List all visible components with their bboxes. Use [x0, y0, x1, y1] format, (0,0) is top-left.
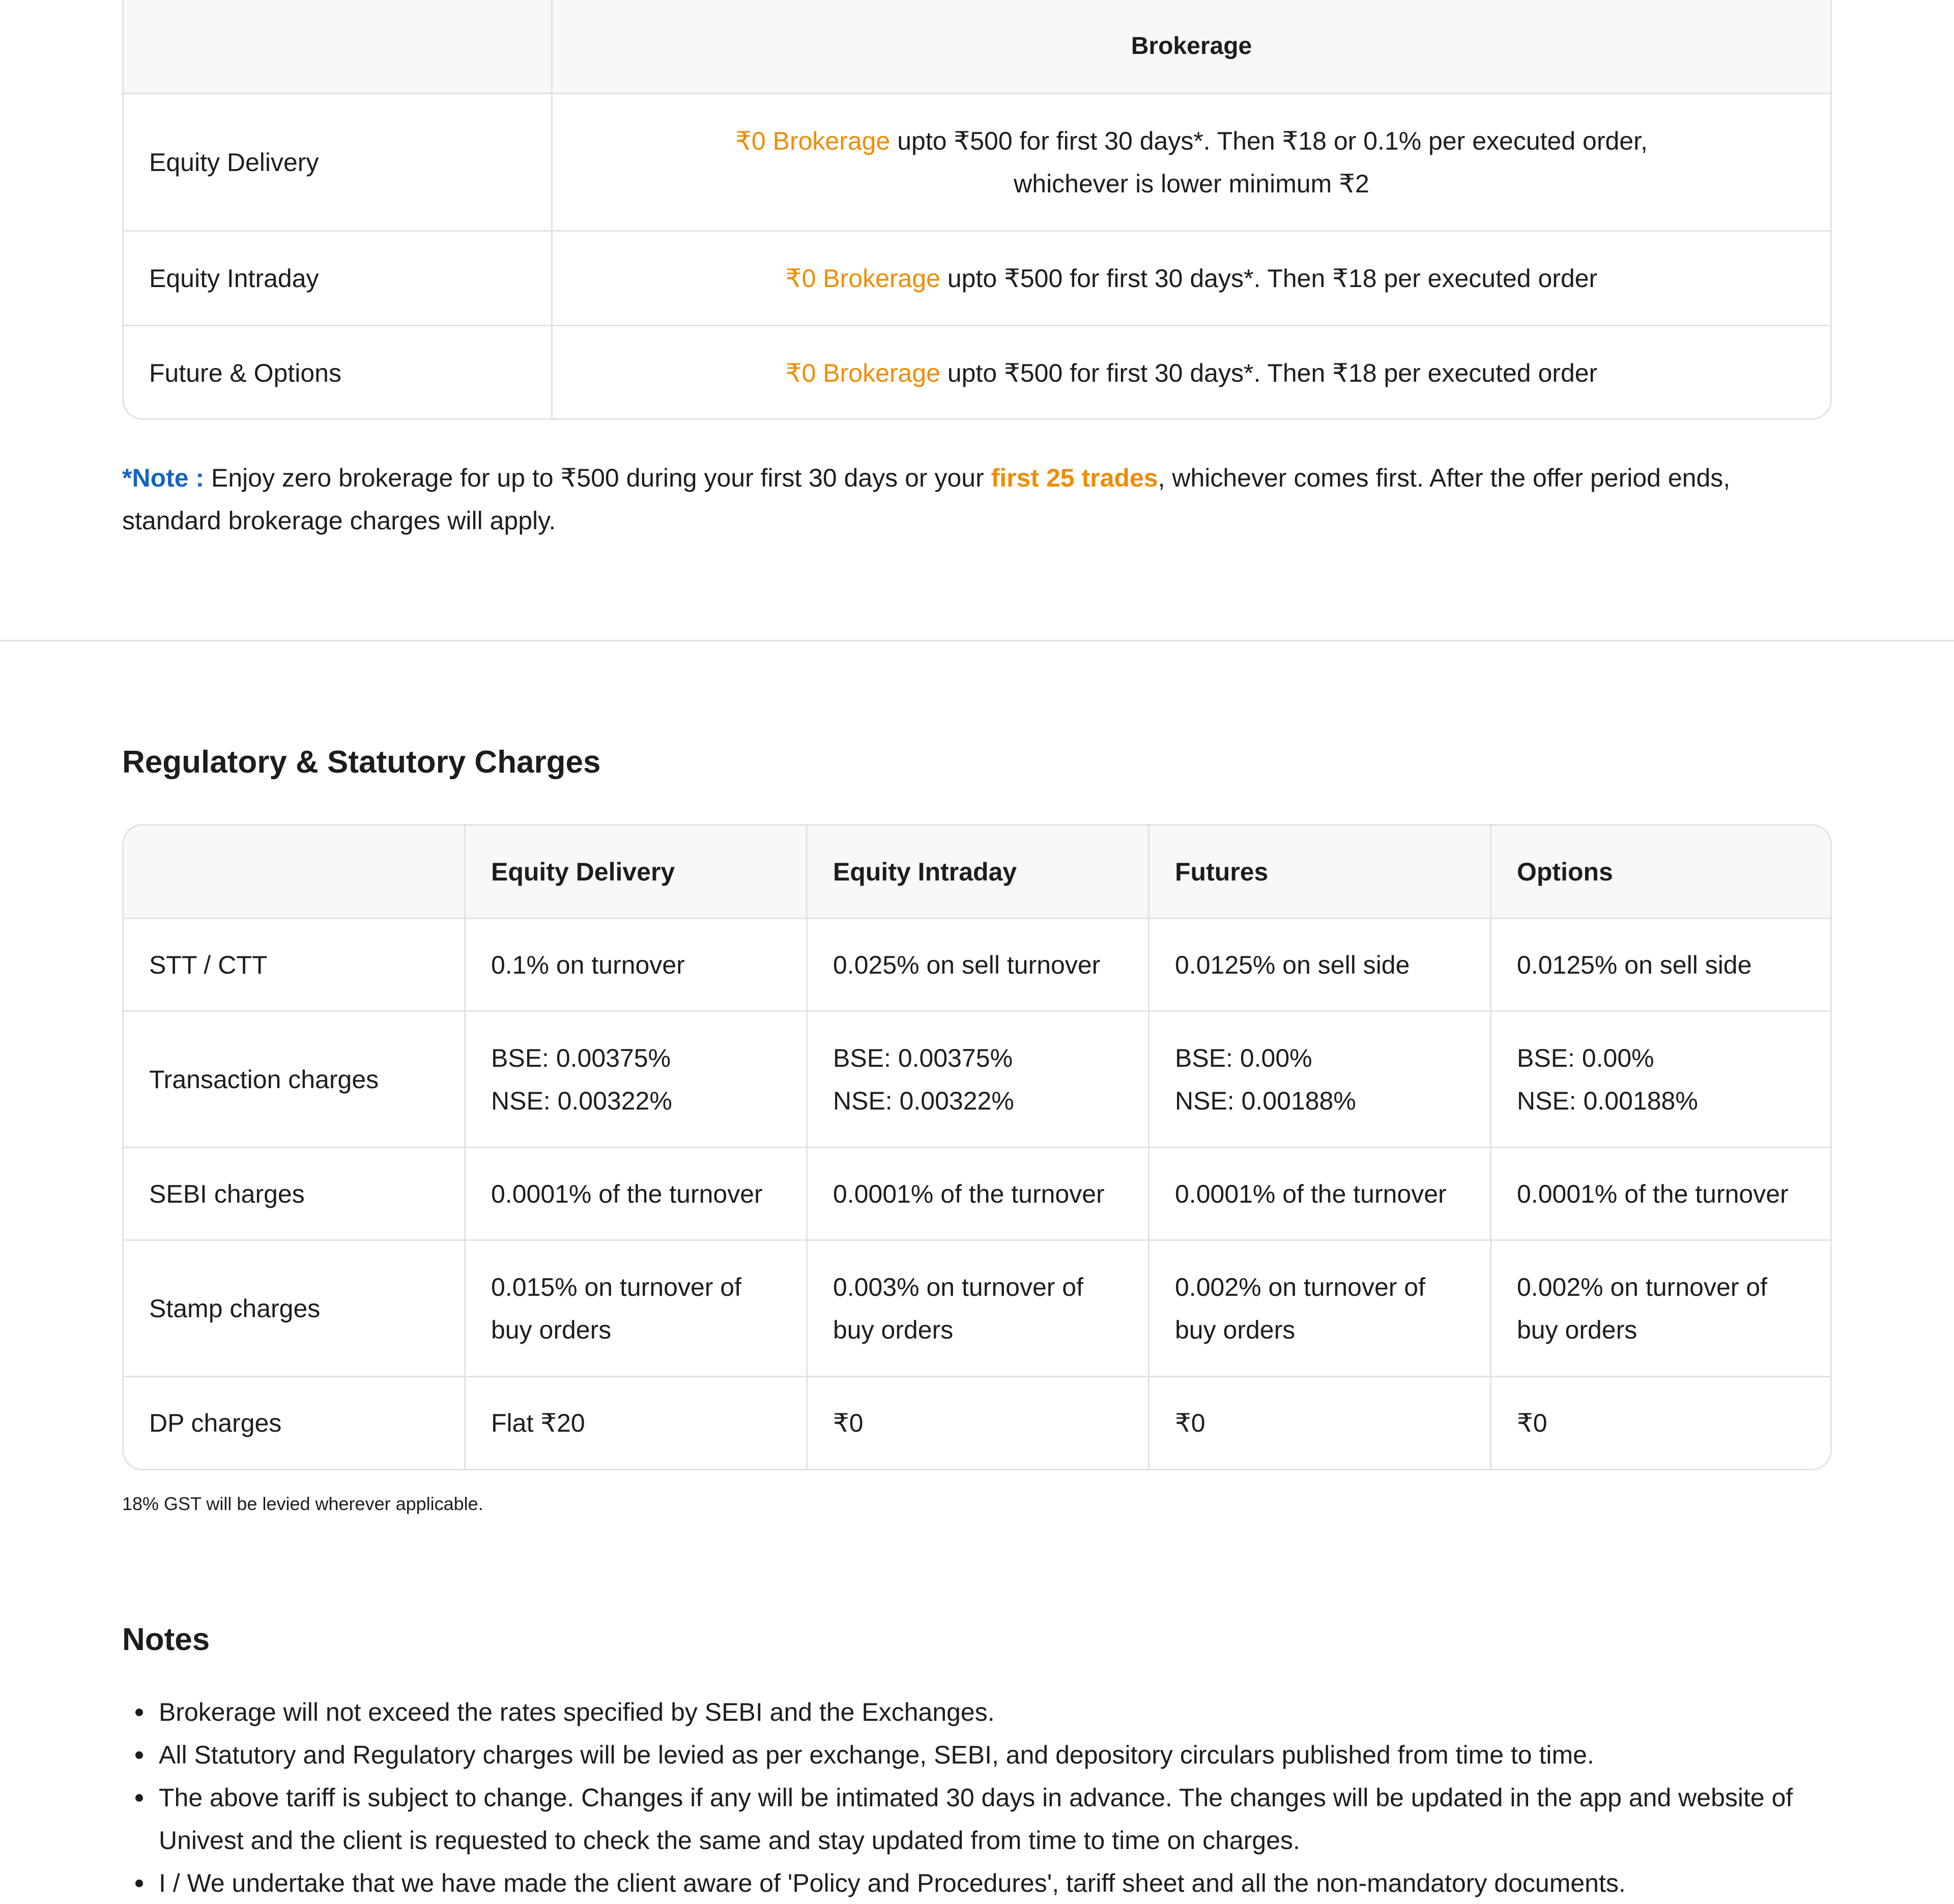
table-row	[124, 1377, 1830, 1469]
cell-line: 0.002% on turnover of	[1175, 1272, 1425, 1301]
table-cell: ₹0	[1150, 1377, 1491, 1469]
brokerage-value	[553, 94, 1830, 230]
table-row	[124, 94, 1830, 232]
header-empty-cell	[124, 0, 553, 93]
note-prefix: *Note :	[122, 464, 205, 492]
section-divider	[0, 640, 1954, 641]
cell-line: NSE: 0.00322%	[833, 1086, 1014, 1115]
cell-line: 0.015% on turnover of	[491, 1272, 741, 1301]
row-label: DP charges	[124, 1377, 466, 1469]
gst-note: 18% GST will be levied wherever applicable.	[122, 1493, 483, 1514]
notes-title: Notes	[122, 1622, 210, 1657]
row-label: STT / CTT	[124, 919, 466, 1010]
table-cell	[466, 1241, 808, 1376]
table-row	[124, 1148, 1830, 1241]
note-text-end: , whichever comes first. After the offer period ends, standard brokerage charges will apply.	[122, 464, 1731, 535]
cell-line: buy orders	[491, 1315, 612, 1344]
brokerage-note	[122, 457, 1832, 542]
regulatory-table-header	[124, 826, 1830, 919]
table-cell: Flat ₹20	[466, 1377, 808, 1469]
brokerage-text: upto ₹500 for first 30 days*. Then ₹18 per executed order	[940, 359, 1598, 387]
zero-brokerage-highlight: ₹0 Brokerage	[735, 126, 890, 155]
row-label: SEBI charges	[124, 1148, 466, 1239]
cell-line: NSE: 0.00322%	[491, 1086, 672, 1115]
table-row	[124, 232, 1830, 326]
table-row	[124, 1012, 1830, 1148]
table-cell	[1491, 1241, 1830, 1376]
list-item: All Statutory and Regulatory charges will be levied as per exchange, SEBI, and depository circulars published from time to time.	[122, 1734, 1832, 1776]
row-label: Transaction charges	[124, 1012, 466, 1147]
table-row	[124, 326, 1830, 420]
table-cell	[808, 1241, 1150, 1376]
row-label: Future & Options	[124, 326, 553, 420]
brokerage-text: upto ₹500 for first 30 days*. Then ₹18 per executed order	[940, 264, 1598, 293]
column-header: Equity Delivery	[466, 826, 808, 918]
table-row	[124, 1241, 1830, 1377]
column-header: Options	[1517, 857, 1613, 886]
column-header: Equity Intraday	[808, 826, 1150, 918]
table-cell: 0.0001% of the turnover	[808, 1148, 1150, 1239]
brokerage-value	[553, 326, 1830, 420]
regulatory-table	[122, 824, 1832, 1470]
cell-line: buy orders	[833, 1315, 954, 1344]
brokerage-table-header	[124, 0, 1830, 94]
table-row	[124, 919, 1830, 1012]
table-cell	[808, 1012, 1150, 1147]
column-header	[124, 826, 466, 918]
column-header: Futures	[1150, 826, 1491, 918]
brokerage-header: Brokerage	[1131, 33, 1252, 60]
cell-line: NSE: 0.00188%	[1517, 1086, 1698, 1115]
table-cell: 0.0125% on sell side	[1517, 950, 1752, 979]
cell-line: 0.003% on turnover of	[833, 1272, 1083, 1301]
table-cell: 0.0001% of the turnover	[466, 1148, 808, 1239]
notes-list	[122, 1691, 1832, 1904]
cell-line: BSE: 0.00375%	[491, 1043, 671, 1072]
cell-line: buy orders	[1175, 1315, 1296, 1344]
table-cell	[1491, 1012, 1830, 1147]
cell-line: BSE: 0.00375%	[833, 1043, 1013, 1072]
row-label: Equity Intraday	[124, 232, 553, 325]
table-cell: ₹0	[808, 1377, 1150, 1469]
table-cell: 0.025% on sell turnover	[808, 919, 1150, 1010]
table-cell: 0.0001% of the turnover	[1150, 1148, 1491, 1239]
table-cell: 0.1% on turnover	[466, 919, 808, 1010]
zero-brokerage-highlight: ₹0 Brokerage	[785, 359, 940, 387]
zero-brokerage-highlight: ₹0 Brokerage	[785, 264, 940, 293]
table-cell	[1150, 1241, 1491, 1376]
regulatory-title: Regulatory & Statutory Charges	[122, 745, 601, 780]
cell-line: BSE: 0.00%	[1517, 1043, 1654, 1072]
table-cell	[466, 1012, 808, 1147]
row-label: Stamp charges	[124, 1241, 466, 1376]
list-item: I / We undertake that we have made the client aware of 'Policy and Procedures', tariff sheet and all the non-mandatory documents.	[122, 1862, 1832, 1904]
table-cell: ₹0	[1517, 1409, 1547, 1437]
list-item: The above tariff is subject to change. Changes if any will be intimated 30 days in advance. The changes will be updated in the app and website of Univest and the client is requested to check the same and stay updated from time to time on charges.	[122, 1776, 1832, 1862]
row-label: Equity Delivery	[124, 94, 553, 230]
brokerage-value	[553, 232, 1830, 325]
brokerage-text: upto ₹500 for first 30 days*. Then ₹18 or 0.1% per executed order,	[890, 126, 1648, 155]
note-text: Enjoy zero brokerage for up to ₹500 during your first 30 days or your	[204, 464, 991, 492]
table-cell	[1150, 1012, 1491, 1147]
cell-line: 0.002% on turnover of	[1517, 1272, 1767, 1301]
brokerage-table	[122, 0, 1832, 420]
note-highlight: first 25 trades	[991, 464, 1158, 492]
brokerage-text-line2: whichever is lower minimum ₹2	[1014, 169, 1369, 198]
cell-line: buy orders	[1517, 1315, 1637, 1344]
table-cell: 0.0001% of the turnover	[1517, 1179, 1789, 1208]
list-item: Brokerage will not exceed the rates specified by SEBI and the Exchanges.	[122, 1691, 1832, 1734]
table-cell: 0.0125% on sell side	[1150, 919, 1491, 1010]
cell-line: NSE: 0.00188%	[1175, 1086, 1356, 1115]
cell-line: BSE: 0.00%	[1175, 1043, 1312, 1072]
